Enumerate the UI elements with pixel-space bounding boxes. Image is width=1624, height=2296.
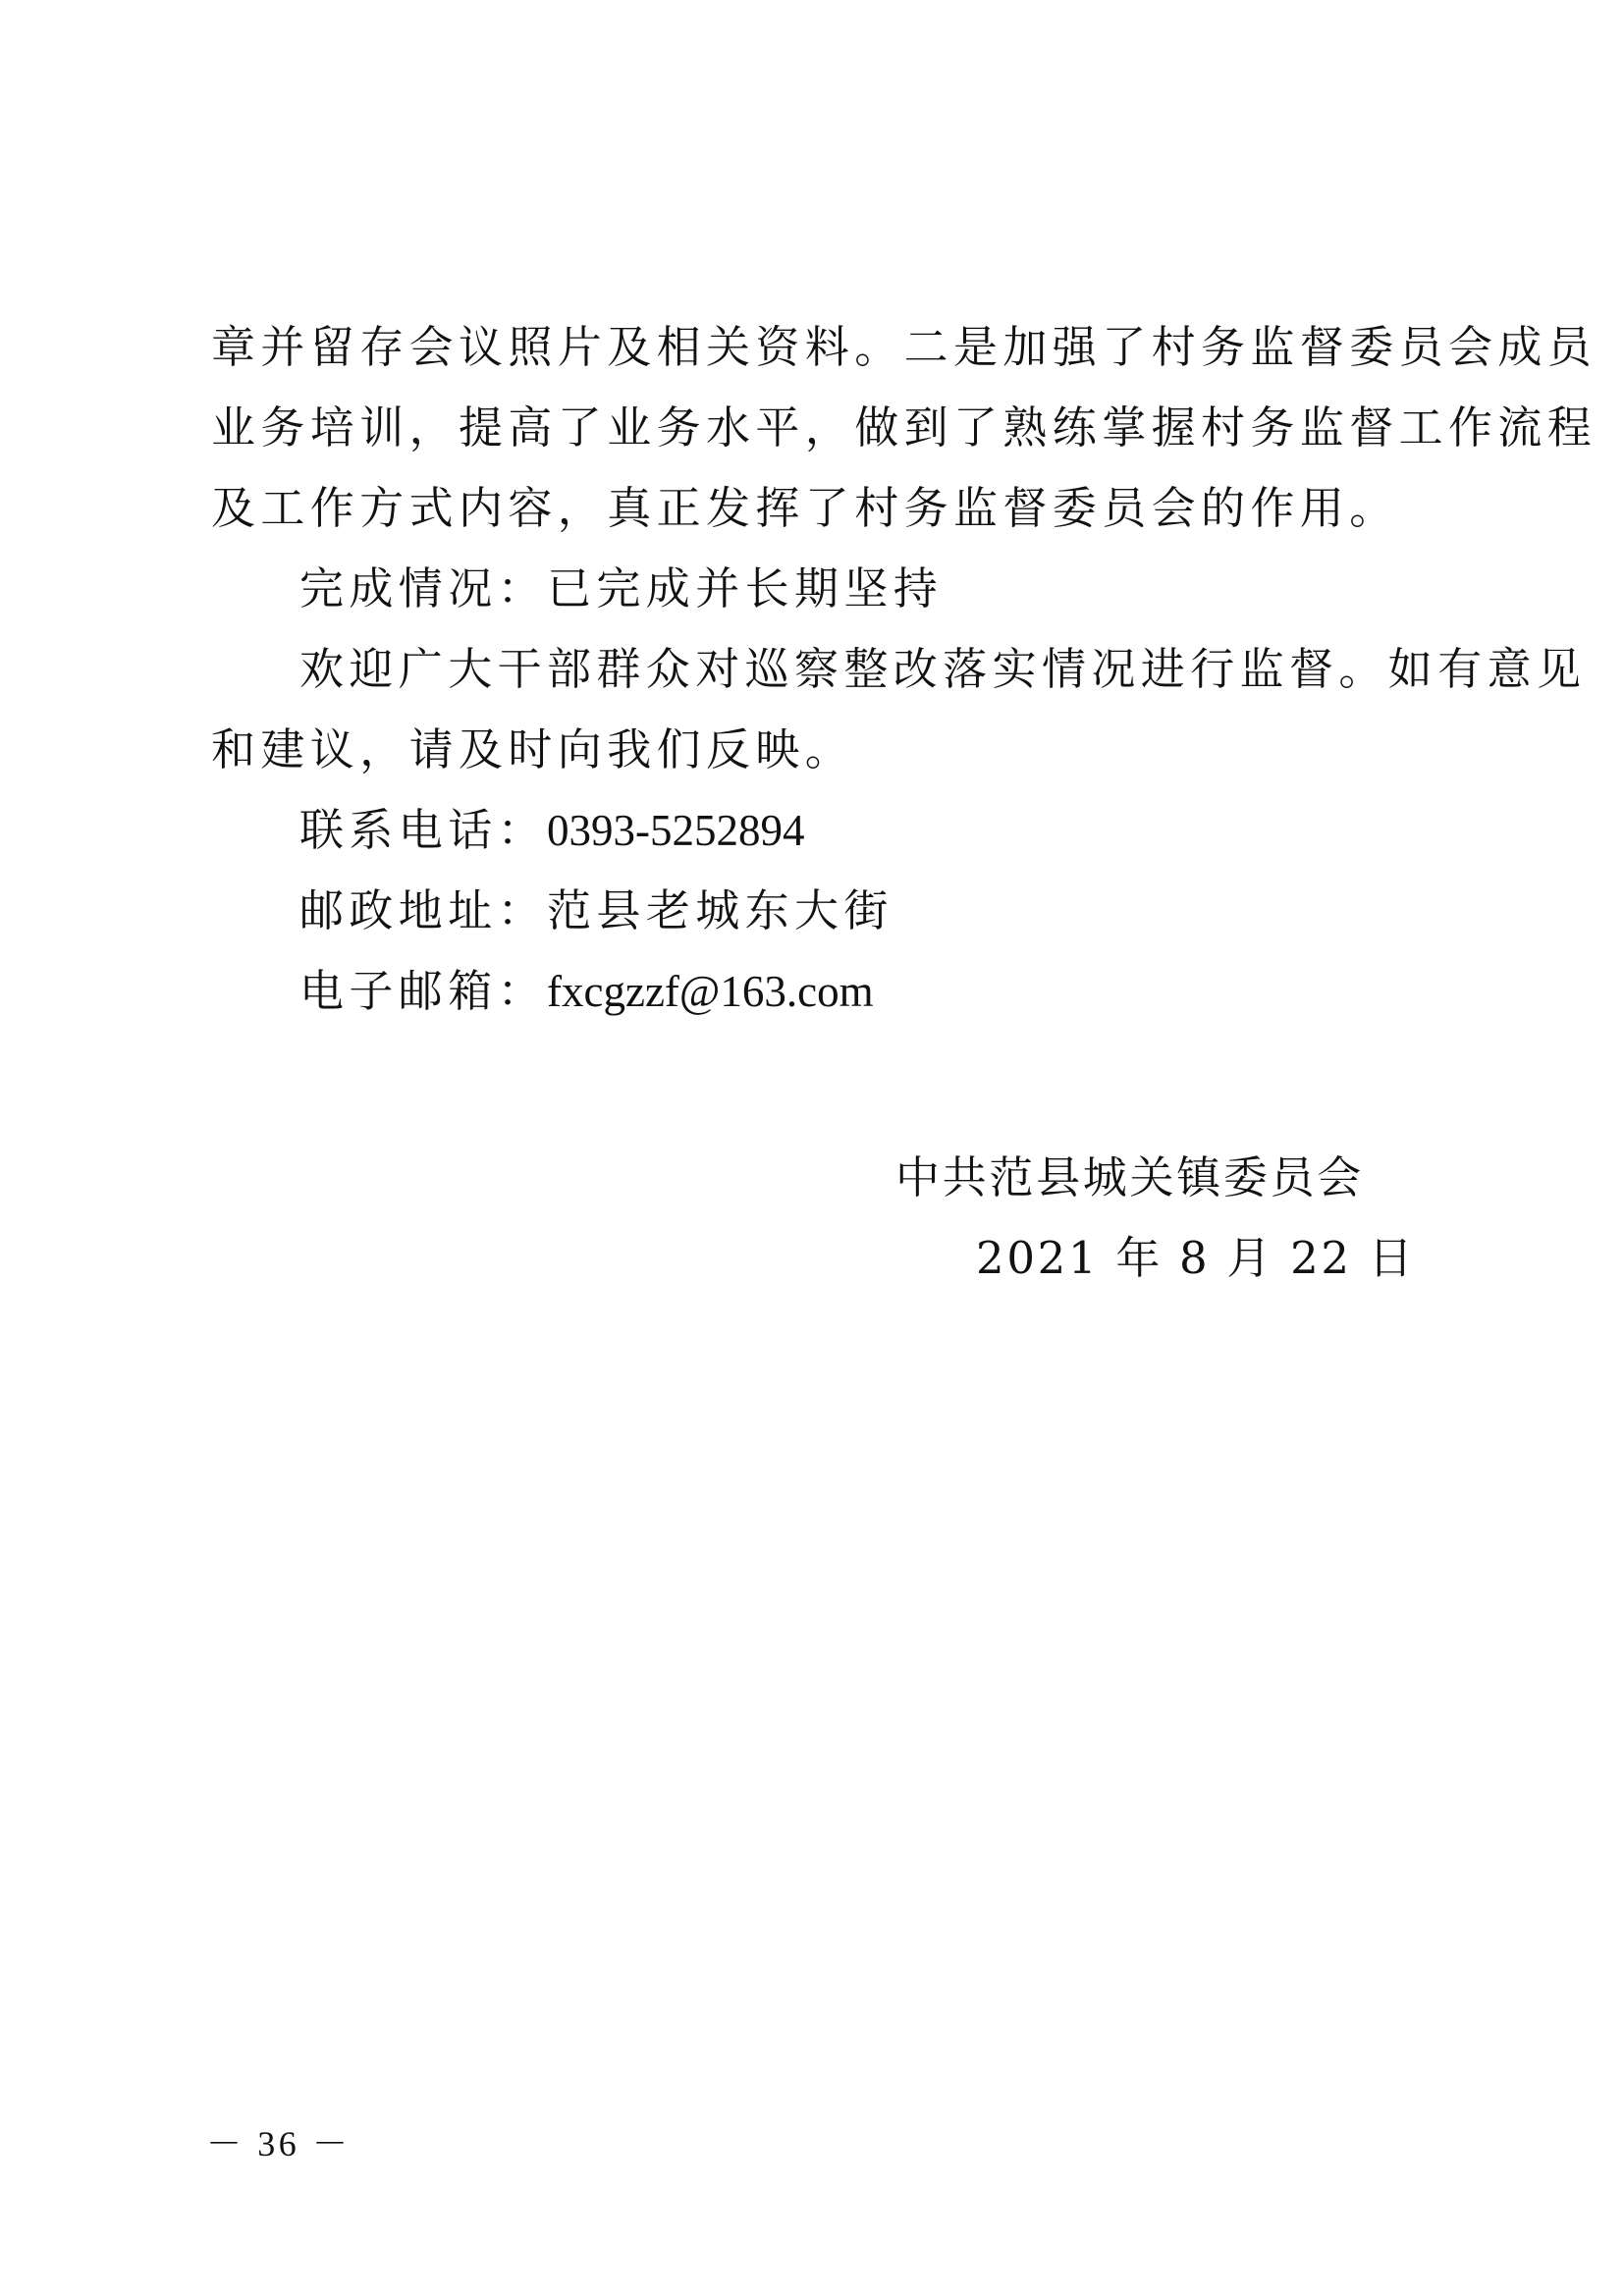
contact-address-value: 范县老城东大街 [547, 884, 893, 936]
body-line: 和建议，请及时向我们反映。 [211, 723, 855, 775]
contact-address-row [299, 883, 893, 938]
contact-email-row [299, 964, 874, 1019]
contact-phone-row [299, 803, 805, 858]
body-line: 业务培训，提高了业务水平，做到了熟练掌握村务监督工作流程 [211, 401, 1597, 454]
body-line: 及工作方式内容，真正发挥了村务监督委员会的作用。 [211, 482, 1399, 534]
body-line: 章并留存会议照片及相关资料。二是加强了村务监督委员会成员 [211, 321, 1597, 373]
contact-phone-value: 0393-5252894 [547, 806, 805, 855]
page-number: － 36 － [206, 2124, 352, 2163]
contact-address-label: 邮政地址： [299, 884, 548, 936]
signature-date: 2021 年 8 月 22 日 [976, 1232, 1416, 1284]
contact-email-label: 电子邮箱： [299, 965, 548, 1017]
body-line: 欢迎广大干部群众对巡察整改落实情况进行监督。如有意见 [299, 643, 1587, 695]
contact-phone-label: 联系电话： [299, 804, 548, 856]
signature-organization: 中共范县城关镇委员会 [895, 1151, 1365, 1203]
completion-status: 完成情况：已完成并长期坚持 [299, 562, 944, 614]
contact-email-value: fxcgzzf@163.com [547, 967, 874, 1016]
